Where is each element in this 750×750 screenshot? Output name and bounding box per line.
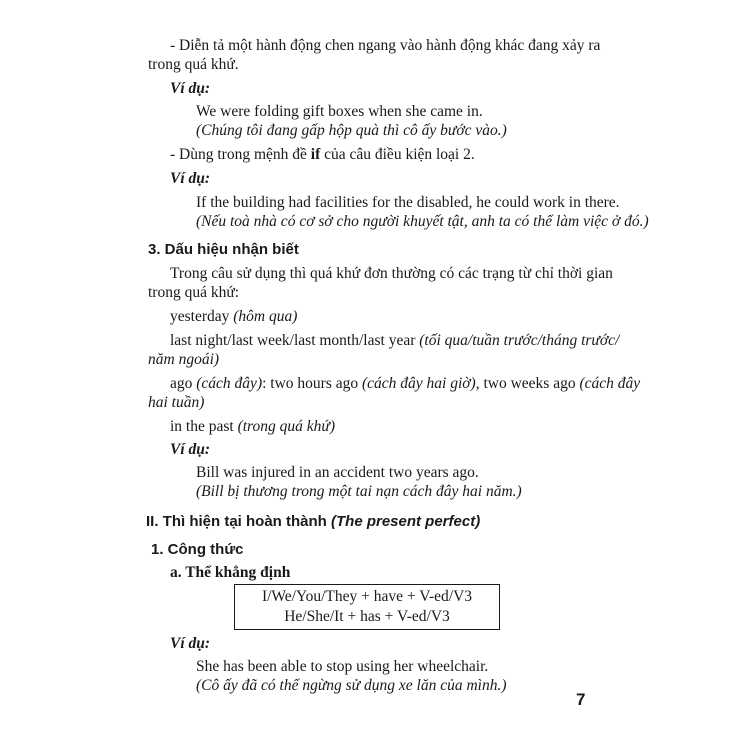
- section-2-title: II. Thì hiện tại hoàn thành: [146, 513, 331, 530]
- formula-row-2: He/She/It + has + V-ed/V3: [284, 608, 450, 625]
- sign-ago: [170, 374, 640, 394]
- example-label-2: Ví dụ:: [170, 170, 211, 187]
- example-label-4: Ví dụ:: [170, 635, 211, 652]
- sign-yesterday-vi: (hôm qua): [233, 308, 298, 325]
- usage-line-2: trong quá khứ.: [148, 56, 239, 73]
- usage2-pre: - Dùng trong mệnh đề: [170, 146, 311, 163]
- formula-heading: 1. Công thức: [151, 541, 244, 558]
- example-2-vietnamese: (Nếu toà nhà có cơ sở cho người khuyết tật, anh ta có thể làm việc ở đó.): [196, 213, 649, 230]
- sign-last-vi-cont: năm ngoái): [148, 351, 220, 368]
- section-2-title-en: (The present perfect): [331, 513, 481, 530]
- sign-ago-ex2-vi: (cách đây: [579, 375, 641, 392]
- signs-desc-line-1: Trong câu sử dụng thì quá khứ đơn thường có các trạng từ chỉ thời gian: [170, 265, 613, 282]
- example-3-english: Bill was injured in an accident two years ago.: [196, 464, 479, 481]
- sign-last-vi: (tối qua/tuần trước/tháng trước/: [419, 332, 620, 349]
- formula-row-1: I/We/You/They + have + V-ed/V3: [261, 588, 473, 605]
- example-2-english: If the building had facilities for the disabled, he could work in there.: [196, 194, 620, 211]
- usage2-post: của câu điều kiện loại 2.: [320, 146, 475, 163]
- sign-yesterday: [170, 307, 297, 327]
- sign-ago-ex1-vi: (cách đây hai giờ): [362, 375, 476, 392]
- signs-desc-line-2: trong quá khứ:: [148, 284, 240, 301]
- example-4-english: She has been able to stop using her wheelchair.: [196, 658, 489, 675]
- sign-ago-ex1: : two hours ago: [262, 375, 362, 392]
- example-label-3: Ví dụ:: [170, 441, 211, 458]
- sign-ago-vi-cont: hai tuần): [148, 394, 205, 411]
- example-3-vietnamese: (Bill bị thương trong một tai nạn cách đây hai năm.): [196, 483, 522, 500]
- sign-ago-vi: (cách đây): [196, 375, 263, 392]
- example-1-vietnamese: (Chúng tôi đang gấp hộp quà thì cô ấy bước vào.): [196, 122, 507, 139]
- formula-box: [234, 584, 500, 630]
- sign-ago-ex2: , two weeks ago: [475, 375, 580, 392]
- signs-heading: 3. Dấu hiệu nhận biết: [148, 241, 299, 258]
- page-number: 7: [576, 690, 586, 709]
- sign-past: [170, 417, 335, 437]
- sign-last-en: last night/last week/last month/last year: [170, 332, 420, 349]
- section-2-heading: [146, 512, 480, 532]
- sign-yesterday-en: yesterday: [170, 308, 234, 325]
- example-1-english: We were folding gift boxes when she came in.: [196, 103, 483, 120]
- example-label-1: Ví dụ:: [170, 80, 211, 97]
- affirmative-heading: a. Thể khẳng định: [170, 564, 291, 581]
- sign-ago-en: ago: [170, 375, 197, 392]
- example-4-vietnamese: (Cô ấy đã có thể ngừng sử dụng xe lăn của mình.): [196, 677, 507, 694]
- sign-past-vi: (trong quá khứ): [237, 418, 336, 435]
- usage2-if: if: [310, 146, 321, 163]
- sign-past-en: in the past: [170, 418, 238, 435]
- usage-line-1: - Diễn tả một hành động chen ngang vào hành động khác đang xảy ra: [170, 37, 601, 54]
- usage-line-conditional: [170, 145, 475, 165]
- sign-last: [170, 331, 619, 351]
